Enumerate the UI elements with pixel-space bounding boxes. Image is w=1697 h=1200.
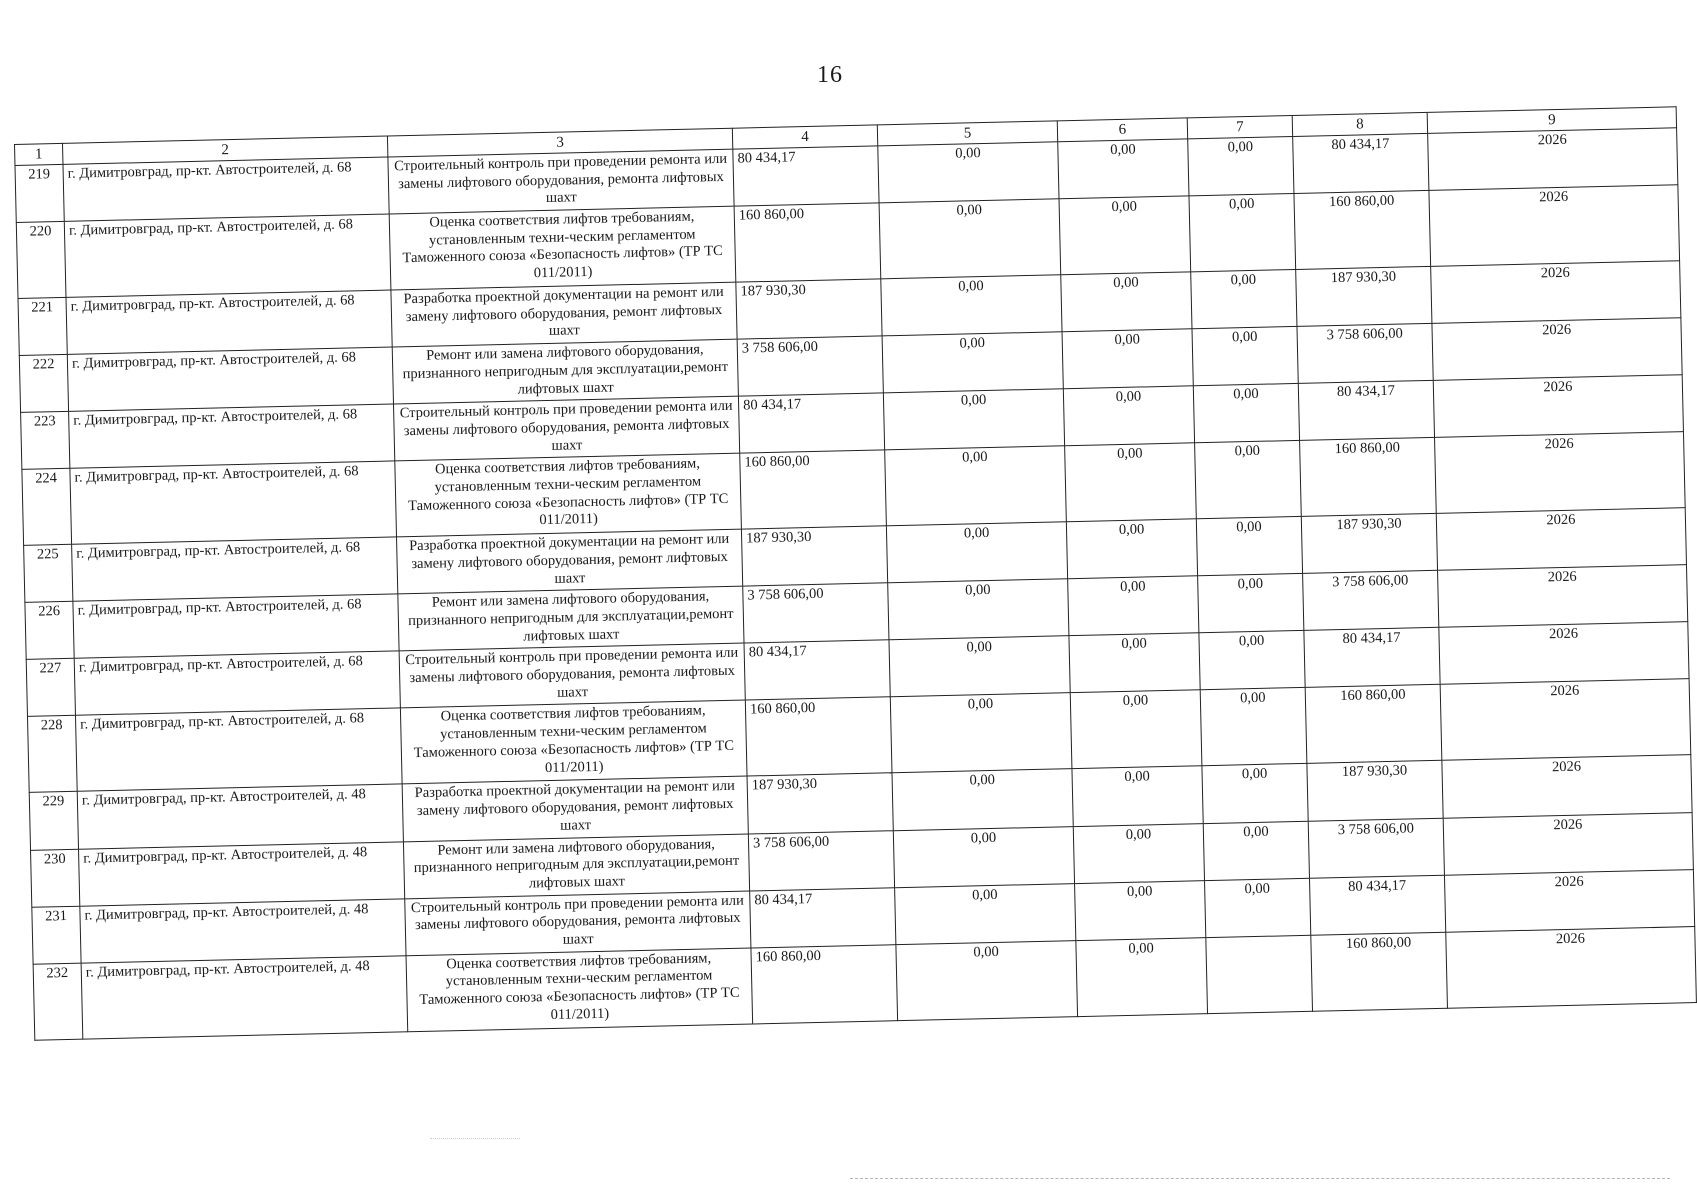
funding-cell-7: 0,00 (1199, 631, 1305, 690)
address-cell: г. Димитровград, пр-кт. Автостроителей, д. 68 (72, 537, 398, 601)
funding-cell-8: 80 434,17 (1293, 133, 1429, 193)
total-cost-cell: 160 860,00 (751, 944, 898, 1023)
funding-cell-8: 187 930,30 (1301, 514, 1437, 574)
funding-cell-7: 0,00 (1193, 384, 1299, 443)
funding-cell-8: 3 758 606,00 (1303, 571, 1439, 631)
funding-cell-6: 0,00 (1062, 329, 1193, 389)
funding-cell-7: 0,00 (1196, 517, 1302, 576)
funding-cell-8: 187 930,30 (1296, 266, 1432, 326)
work-type-cell: Оценка соответствия лифтов требованиям, установленным техни-ческим регламентом Таможенного союза «Безопасность лифтов» (ТР ТС 011/2011) (395, 453, 742, 537)
funding-cell-7: 0,00 (1191, 270, 1297, 329)
work-type-cell: Разработка проектной документации на ремонт или замену лифтового оборудования, ремонт лифтовых шахт (391, 282, 737, 347)
funding-cell-6: 0,00 (1066, 519, 1197, 579)
row-number: 226 (25, 602, 74, 660)
funding-cell-7: 0,00 (1202, 764, 1308, 823)
funding-cell-8: 80 434,17 (1304, 628, 1440, 688)
funding-cell-8: 80 434,17 (1309, 875, 1445, 935)
funding-cell-6: 0,00 (1070, 690, 1202, 769)
funding-cell-7: 0,00 (1198, 574, 1304, 633)
address-cell: г. Димитровград, пр-кт. Автостроителей, д. 48 (81, 955, 408, 1038)
funding-cell-8: 80 434,17 (1298, 381, 1434, 441)
row-number: 231 (32, 906, 81, 964)
funding-cell-7: 0,00 (1189, 194, 1296, 272)
row-number: 225 (24, 545, 73, 603)
funding-cell-5: 0,00 (890, 693, 1072, 773)
funding-cell-7: 0,00 (1205, 878, 1311, 937)
year-cell: 2026 (1444, 869, 1694, 932)
column-header: 9 (1427, 107, 1676, 134)
funding-cell-8: 160 860,00 (1300, 438, 1437, 517)
total-cost-cell: 3 758 606,00 (737, 336, 883, 396)
funding-cell-5: 0,00 (888, 579, 1069, 640)
total-cost-cell: 187 930,30 (741, 526, 887, 586)
year-cell: 2026 (1436, 508, 1686, 571)
funding-cell-5: 0,00 (882, 332, 1063, 393)
funding-cell-8: 160 860,00 (1311, 932, 1448, 1011)
funding-cell-6: 0,00 (1061, 272, 1192, 332)
address-cell: г. Димитровград, пр-кт. Автостроителей, д. 68 (70, 461, 397, 544)
document-sheet (14, 106, 1696, 1040)
funding-cell-5: 0,00 (895, 883, 1076, 944)
work-type-cell: Ремонт или замена лифтового оборудования, признанного непригодным для эксплуатации,ремонт лифтовых шахт (398, 586, 744, 651)
funding-cell-8: 187 930,30 (1307, 761, 1443, 821)
work-type-cell: Строительный контроль при проведении ремонта или замены лифтового оборудования, ремонта лифтовых шахт (388, 149, 734, 214)
address-cell: г. Димитровград, пр-кт. Автостроителей, д. 48 (79, 841, 405, 905)
year-cell: 2026 (1433, 375, 1683, 438)
column-header: 5 (877, 121, 1057, 146)
funding-cell-8: 3 758 606,00 (1297, 324, 1433, 384)
work-type-cell: Строительный контроль при проведении ремонта или замены лифтового оборудования, ремонта лифтовых шахт (405, 891, 751, 956)
work-type-cell: Оценка соответствия лифтов требованиям, установленным техни-ческим регламентом Таможенного союза «Безопасность лифтов» (ТР ТС 011/2011) (406, 948, 753, 1032)
funding-cell-7: 0,00 (1195, 441, 1302, 519)
year-cell: 2026 (1428, 128, 1678, 191)
address-cell: г. Димитровград, пр-кт. Автостроителей, д. 48 (77, 784, 403, 848)
funding-cell-6: 0,00 (1075, 880, 1206, 940)
funding-cell-7: 0,00 (1200, 688, 1307, 766)
total-cost-cell: 160 860,00 (745, 697, 892, 776)
row-number: 228 (27, 716, 77, 793)
year-cell: 2026 (1432, 318, 1682, 381)
work-type-cell: Разработка проектной документации на ремонт или замену лифтового оборудования, ремонт лифтовых шахт (402, 776, 748, 841)
year-cell: 2026 (1439, 622, 1689, 685)
year-cell: 2026 (1435, 432, 1686, 514)
column-header: 3 (387, 128, 732, 157)
funding-cell-6: 0,00 (1063, 386, 1194, 446)
total-cost-cell: 160 860,00 (740, 450, 887, 529)
year-cell: 2026 (1446, 926, 1697, 1008)
scan-artifact (430, 1138, 520, 1140)
work-type-cell: Оценка соответствия лифтов требованиям, установленным техни-ческим регламентом Таможенного союза «Безопасность лифтов» (ТР ТС 011/2011) (400, 700, 747, 784)
funding-cell-5: 0,00 (893, 826, 1074, 887)
row-number: 223 (21, 412, 70, 470)
work-type-cell: Строительный контроль при проведении ремонта или замены лифтового оборудования, ремонта лифтовых шахт (399, 643, 745, 708)
total-cost-cell: 3 758 606,00 (748, 830, 894, 890)
address-cell: г. Димитровград, пр-кт. Автостроителей, д. 68 (66, 290, 392, 354)
column-header: 7 (1187, 115, 1292, 138)
total-cost-cell: 160 860,00 (734, 203, 881, 282)
funding-cell-6: 0,00 (1069, 633, 1200, 693)
column-header: 1 (15, 143, 63, 165)
total-cost-cell: 3 758 606,00 (743, 583, 889, 643)
total-cost-cell: 80 434,17 (744, 640, 890, 700)
works-table (14, 106, 1697, 1040)
address-cell: г. Димитровград, пр-кт. Автостроителей, д. 68 (74, 651, 400, 715)
funding-cell-6: 0,00 (1058, 139, 1189, 199)
funding-cell-5: 0,00 (892, 769, 1073, 830)
funding-cell-7: 0,00 (1203, 821, 1309, 880)
scan-artifact (850, 1178, 1670, 1181)
funding-cell-8: 3 758 606,00 (1308, 818, 1444, 878)
total-cost-cell: 80 434,17 (750, 887, 896, 947)
work-type-cell: Оценка соответствия лифтов требованиям, установленным техни-ческим регламентом Таможенного союза «Безопасность лифтов» (ТР ТС 011/2011) (389, 206, 736, 290)
funding-cell-5: 0,00 (896, 940, 1078, 1020)
total-cost-cell: 187 930,30 (747, 773, 893, 833)
funding-cell-5: 0,00 (889, 636, 1070, 697)
funding-cell-5: 0,00 (885, 446, 1067, 526)
year-cell: 2026 (1431, 261, 1681, 324)
row-number: 222 (19, 354, 68, 412)
funding-cell-6: 0,00 (1065, 443, 1197, 522)
funding-cell-6: 0,00 (1076, 937, 1208, 1016)
address-cell: г. Димитровград, пр-кт. Автостроителей, д. 68 (73, 594, 399, 658)
address-cell: г. Димитровград, пр-кт. Автостроителей, д. 68 (64, 214, 391, 297)
year-cell: 2026 (1440, 679, 1691, 761)
row-number: 224 (22, 469, 72, 546)
total-cost-cell: 80 434,17 (738, 393, 884, 453)
row-number: 221 (18, 297, 67, 355)
address-cell: г. Димитровград, пр-кт. Автостроителей, д. 68 (63, 157, 389, 221)
row-number: 230 (31, 849, 80, 907)
funding-cell-6: 0,00 (1068, 576, 1199, 636)
work-type-cell: Разработка проектной документации на ремонт или замену лифтового оборудования, ремонт лифтовых шахт (397, 529, 743, 594)
work-type-cell: Ремонт или замена лифтового оборудования, признанного непригодным для эксплуатации,ремонт лифтовых шахт (403, 834, 749, 899)
funding-cell-5: 0,00 (878, 142, 1059, 203)
address-cell: г. Димитровград, пр-кт. Автостроителей, д. 68 (67, 347, 393, 411)
column-header: 8 (1292, 112, 1427, 136)
address-cell: г. Димитровград, пр-кт. Автостроителей, д. 68 (69, 404, 395, 468)
row-number: 229 (29, 792, 78, 850)
funding-cell-7: 0,00 (1188, 136, 1294, 195)
row-number: 220 (16, 221, 66, 298)
funding-cell-5: 0,00 (879, 199, 1061, 279)
row-number: 219 (15, 164, 64, 222)
row-number: 232 (33, 963, 83, 1040)
column-header: 6 (1057, 118, 1187, 142)
funding-cell-5: 0,00 (886, 522, 1067, 583)
column-header: 4 (732, 125, 877, 149)
address-cell: г. Димитровград, пр-кт. Автостроителей, д. 48 (80, 898, 406, 962)
address-cell: г. Димитровград, пр-кт. Автостроителей, д. 68 (75, 708, 402, 791)
funding-cell-6: 0,00 (1073, 823, 1204, 883)
total-cost-cell: 187 930,30 (736, 279, 882, 339)
year-cell: 2026 (1442, 755, 1692, 818)
funding-cell-8: 160 860,00 (1305, 685, 1442, 764)
funding-cell-7 (1206, 935, 1313, 1013)
funding-cell-6: 0,00 (1059, 196, 1191, 275)
column-header: 2 (62, 136, 387, 164)
funding-cell-7: 0,00 (1192, 327, 1298, 386)
year-cell: 2026 (1443, 812, 1693, 875)
page-number: 16 (817, 62, 843, 88)
funding-cell-8: 160 860,00 (1294, 190, 1431, 269)
year-cell: 2026 (1438, 565, 1688, 628)
work-type-cell: Строительный контроль при проведении ремонта или замены лифтового оборудования, ремонта лифтовых шахт (393, 396, 739, 461)
year-cell: 2026 (1429, 185, 1680, 267)
funding-cell-5: 0,00 (881, 275, 1062, 336)
funding-cell-6: 0,00 (1072, 766, 1203, 826)
funding-cell-5: 0,00 (883, 389, 1064, 450)
work-type-cell: Ремонт или замена лифтового оборудования, признанного непригодным для эксплуатации,ремонт лифтовых шахт (392, 339, 738, 404)
row-number: 227 (26, 659, 75, 717)
total-cost-cell: 80 434,17 (733, 146, 879, 206)
